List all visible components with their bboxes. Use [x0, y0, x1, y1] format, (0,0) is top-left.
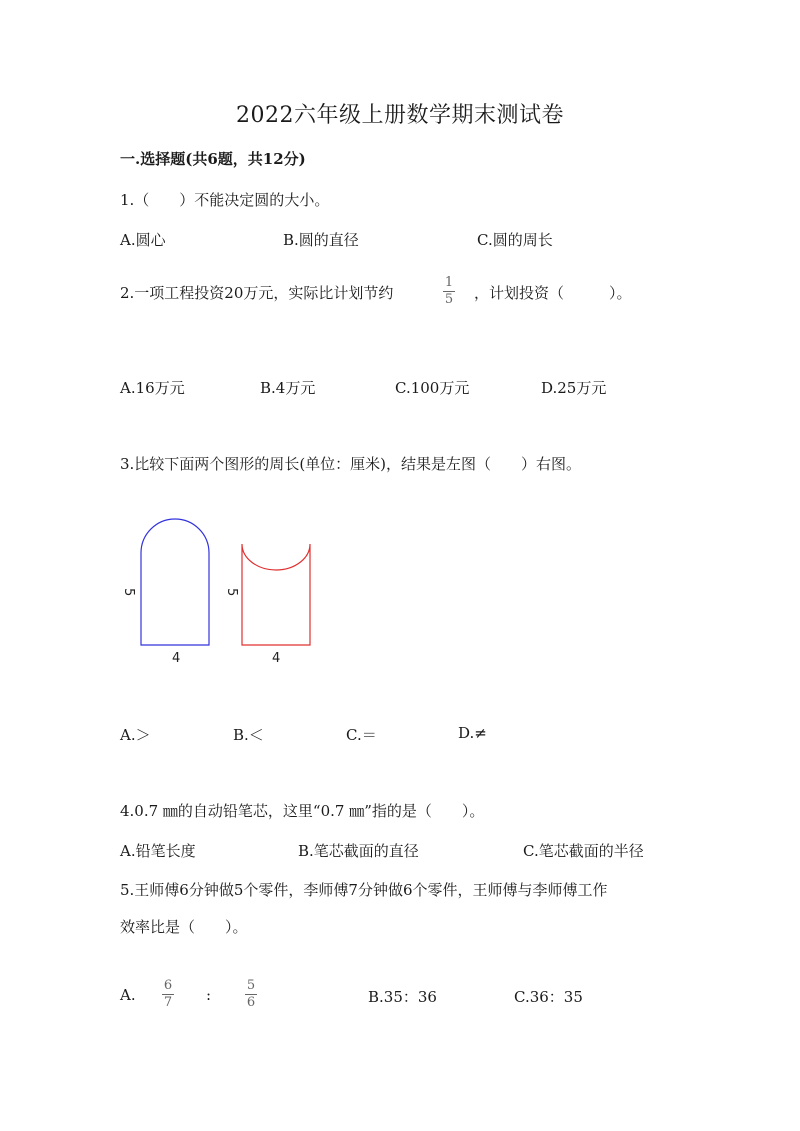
- question-4-text: 4.0.7 ㎜的自动铅笔芯，这里“0.7 ㎜”指的是（ ）。: [120, 802, 485, 820]
- q3-option-c[interactable]: C.＝: [346, 726, 377, 744]
- page-title: 2022六年级上册数学期末测试卷: [236, 103, 564, 128]
- q2-option-c[interactable]: C.100万元: [395, 379, 470, 397]
- question-1-text: 1.（ ）不能决定圆的大小。: [120, 191, 330, 209]
- q1-option-c[interactable]: C.圆的周长: [477, 231, 553, 249]
- left-width-label: 4: [172, 651, 181, 666]
- q3-figure: [115, 510, 325, 670]
- q2-option-d[interactable]: D.25万元: [541, 379, 607, 397]
- question-2-text-after: ，计划投资（ ）。: [474, 284, 632, 302]
- q5-frac1-numerator: 6: [163, 978, 173, 993]
- q5-option-a-fraction-1[interactable]: [162, 979, 174, 1009]
- question-5-text-line2: 效率比是（ ）。: [120, 918, 248, 936]
- q2-option-a[interactable]: A.16万元: [120, 379, 185, 397]
- q2-option-b[interactable]: B.4万元: [260, 379, 316, 397]
- question-3-text: 3.比较下面两个图形的周长(单位：厘米)，结果是左图（ ）右图。: [120, 455, 582, 473]
- q4-option-a[interactable]: A.铅笔长度: [120, 842, 196, 860]
- q4-option-c[interactable]: C.笔芯截面的半径: [523, 842, 644, 860]
- q5-option-b[interactable]: B.35：36: [368, 988, 437, 1006]
- q2-fraction: [443, 276, 455, 306]
- section-heading: 一.选择题(共6题，共12分): [120, 150, 306, 168]
- q2-fraction-denominator: 5: [444, 291, 454, 307]
- right-shape: [242, 544, 310, 645]
- question-2-text: 2.一项工程投资20万元，实际比计划节约: [120, 284, 394, 302]
- right-height-label: 5: [224, 588, 239, 597]
- q5-option-c[interactable]: C.36：35: [514, 988, 583, 1006]
- q5-frac2-numerator: 5: [246, 978, 256, 993]
- question-5-text-line1: 5.王师傅6分钟做5个零件，李师傅7分钟做6个零件，王师傅与李师傅工作: [120, 881, 608, 899]
- q5-option-a-label[interactable]: A.: [120, 986, 136, 1004]
- q5-frac1-denominator: 7: [163, 994, 173, 1010]
- left-shape: [141, 519, 209, 645]
- q1-option-b[interactable]: B.圆的直径: [283, 231, 359, 249]
- q3-option-d[interactable]: D.≠: [458, 724, 487, 742]
- q2-fraction-numerator: 1: [444, 275, 454, 290]
- left-height-label: 5: [121, 588, 136, 597]
- q5-option-a-fraction-2[interactable]: [245, 979, 257, 1009]
- q5-frac2-denominator: 6: [246, 994, 256, 1010]
- right-width-label: 4: [272, 651, 281, 666]
- q4-option-b[interactable]: B.笔芯截面的直径: [298, 842, 419, 860]
- q5-option-a-colon: :: [206, 986, 212, 1004]
- q3-option-a[interactable]: A.＞: [120, 726, 151, 744]
- q3-option-b[interactable]: B.＜: [233, 726, 264, 744]
- q1-option-a[interactable]: A.圆心: [120, 231, 166, 249]
